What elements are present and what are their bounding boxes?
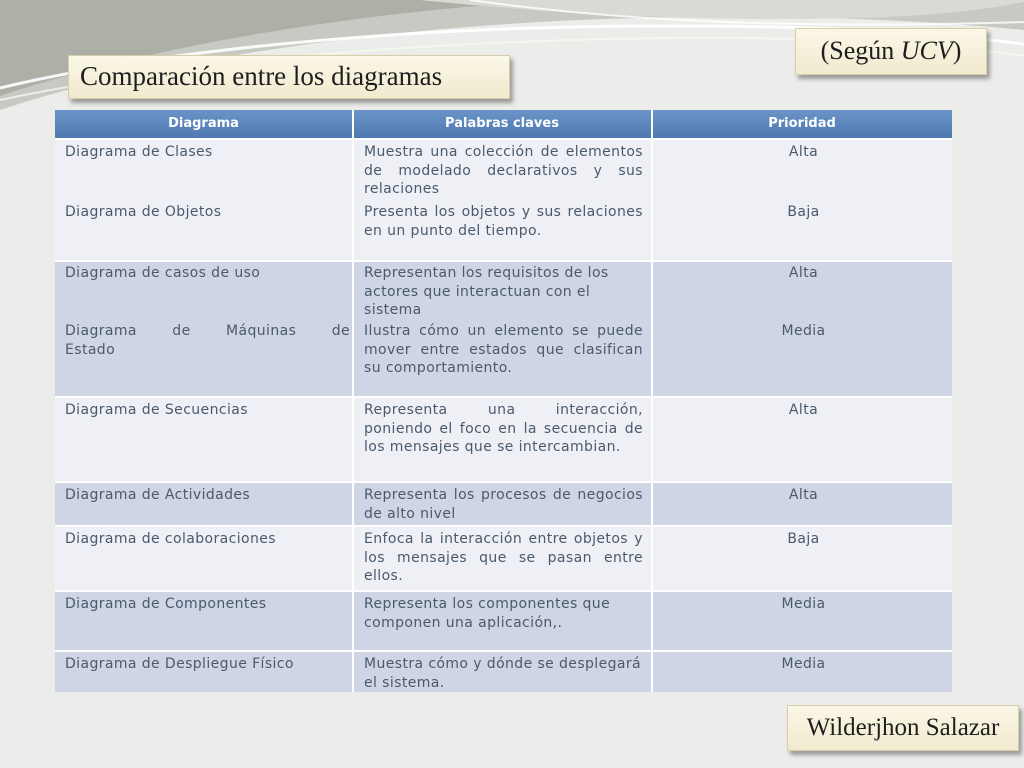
cell-priority: Media [781, 596, 826, 612]
header-palabras-claves: Palabras claves [353, 110, 652, 138]
cell-priority: Alta [788, 144, 819, 160]
comparison-table [55, 110, 952, 692]
column-divider [651, 110, 653, 692]
table-row [55, 527, 952, 590]
cell-priority: Alta [788, 265, 819, 281]
table-row [55, 592, 952, 650]
table-header [55, 110, 952, 138]
header-diagrama: Diagrama [55, 110, 353, 138]
cell-diagram: Diagrama de Componentes [65, 596, 267, 612]
cell-keywords: Muestra cómo y dónde se desplegará el sistema. [364, 656, 642, 691]
cell-diagram: Diagrama de colaboraciones [65, 531, 276, 547]
cell-priority: Alta [788, 402, 819, 418]
table-row [55, 652, 952, 692]
cell-diagram: Diagrama de Secuencias [65, 402, 248, 418]
cell-keywords: Presenta los objetos y sus relaciones en un punto del tiempo. [364, 204, 643, 239]
cell-keywords: Enfoca la interacción entre objetos y los mensajes que se pasan entre ellos. [364, 531, 643, 584]
header-prioridad: Prioridad [768, 116, 836, 131]
cell-diagram: Diagrama de Actividades [65, 487, 251, 503]
cell-keywords: Representa los procesos de negocios de alto nivel [364, 487, 643, 522]
author-label: Wilderjhon Salazar [787, 705, 1019, 751]
cell-keywords: Representa los componentes que componen una aplicación,. [364, 596, 611, 631]
column-divider [352, 110, 354, 692]
cell-keywords: Ilustra cómo un elemento se puede mover entre estados que clasifican su comportamiento. [364, 323, 643, 376]
cell-keywords: Muestra una colección de elementos de modelado declarativos y sus relaciones [364, 144, 643, 197]
cell-priority: Media [781, 656, 826, 672]
table-row [55, 398, 952, 481]
cell-keywords: Representa una interacción, poniendo el foco en la secuencia de los mensajes que se intercambian. [364, 402, 643, 455]
cell-diagram: Diagrama de Despliegue Físico [65, 656, 294, 672]
slide-title: Comparación entre los diagramas [68, 55, 510, 99]
cell-diagram: Diagrama de Objetos [65, 204, 222, 220]
table-row [55, 483, 952, 525]
cell-diagram: Diagrama de Clases [65, 144, 213, 160]
table-row [55, 262, 952, 396]
cell-diagram: Diagrama de Máquinas de Estado [65, 323, 350, 358]
cell-diagram: Diagrama de casos de uso [65, 265, 261, 281]
cell-priority: Baja [787, 204, 820, 220]
source-name: UCV [900, 36, 953, 65]
source-prefix: (Según [820, 36, 901, 65]
cell-priority: Media [781, 323, 826, 339]
cell-priority: Alta [788, 487, 819, 503]
cell-keywords: Representan los requisitos de los actores que interactuan con el sistema [364, 265, 609, 318]
source-suffix: ) [952, 36, 962, 65]
source-label [795, 28, 987, 75]
cell-priority: Baja [787, 531, 820, 547]
table-row [55, 140, 952, 260]
